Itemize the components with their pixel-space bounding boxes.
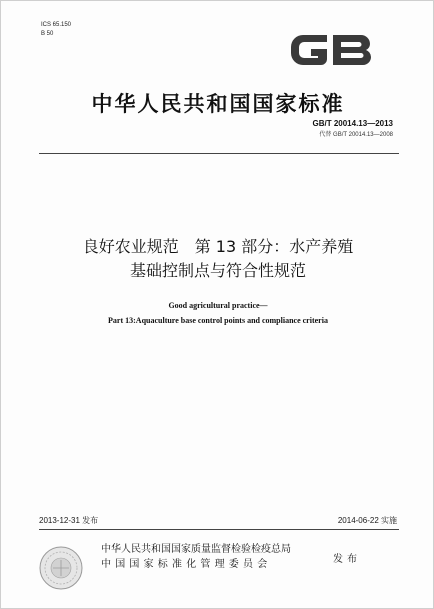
standard-number: GB/T 20014.13—2013	[312, 119, 393, 128]
publish-label: 发布	[333, 554, 361, 565]
english-title-line-1: Good agricultural practice—	[168, 301, 268, 310]
ics-codes	[41, 21, 71, 39]
replaces-standard: 代替 GB/T 20014.13—2008	[319, 132, 393, 138]
anti-counterfeit-seal-icon	[39, 546, 83, 590]
issuer-line-1: 中华人民共和国国家质量监督检验检疫总局	[101, 544, 291, 555]
issue-date: 2013-12-31 发布	[39, 516, 99, 525]
issuer-line-2: 中国国家标准化管理委员会	[101, 559, 272, 570]
implementation-date: 2014-06-22 实施	[337, 516, 397, 525]
top-divider	[39, 153, 399, 154]
standard-number-block	[313, 119, 394, 138]
english-title-line-2: Part 13:Aquaculture base control points and compliance criteria	[108, 316, 328, 325]
ccs-code: B 50	[41, 31, 54, 37]
chinese-title-line-2: 基础控制点与符合性规范	[129, 261, 306, 280]
gb-logo-icon	[287, 29, 377, 71]
issuing-authorities	[101, 542, 291, 572]
bottom-divider	[39, 529, 399, 530]
chinese-title-line-1: 良好农业规范 第 13 部分：水产养殖	[82, 237, 354, 256]
organization-title: 中华人民共和国国家标准	[91, 92, 345, 116]
ics-code: ICS 65.150	[41, 22, 72, 28]
